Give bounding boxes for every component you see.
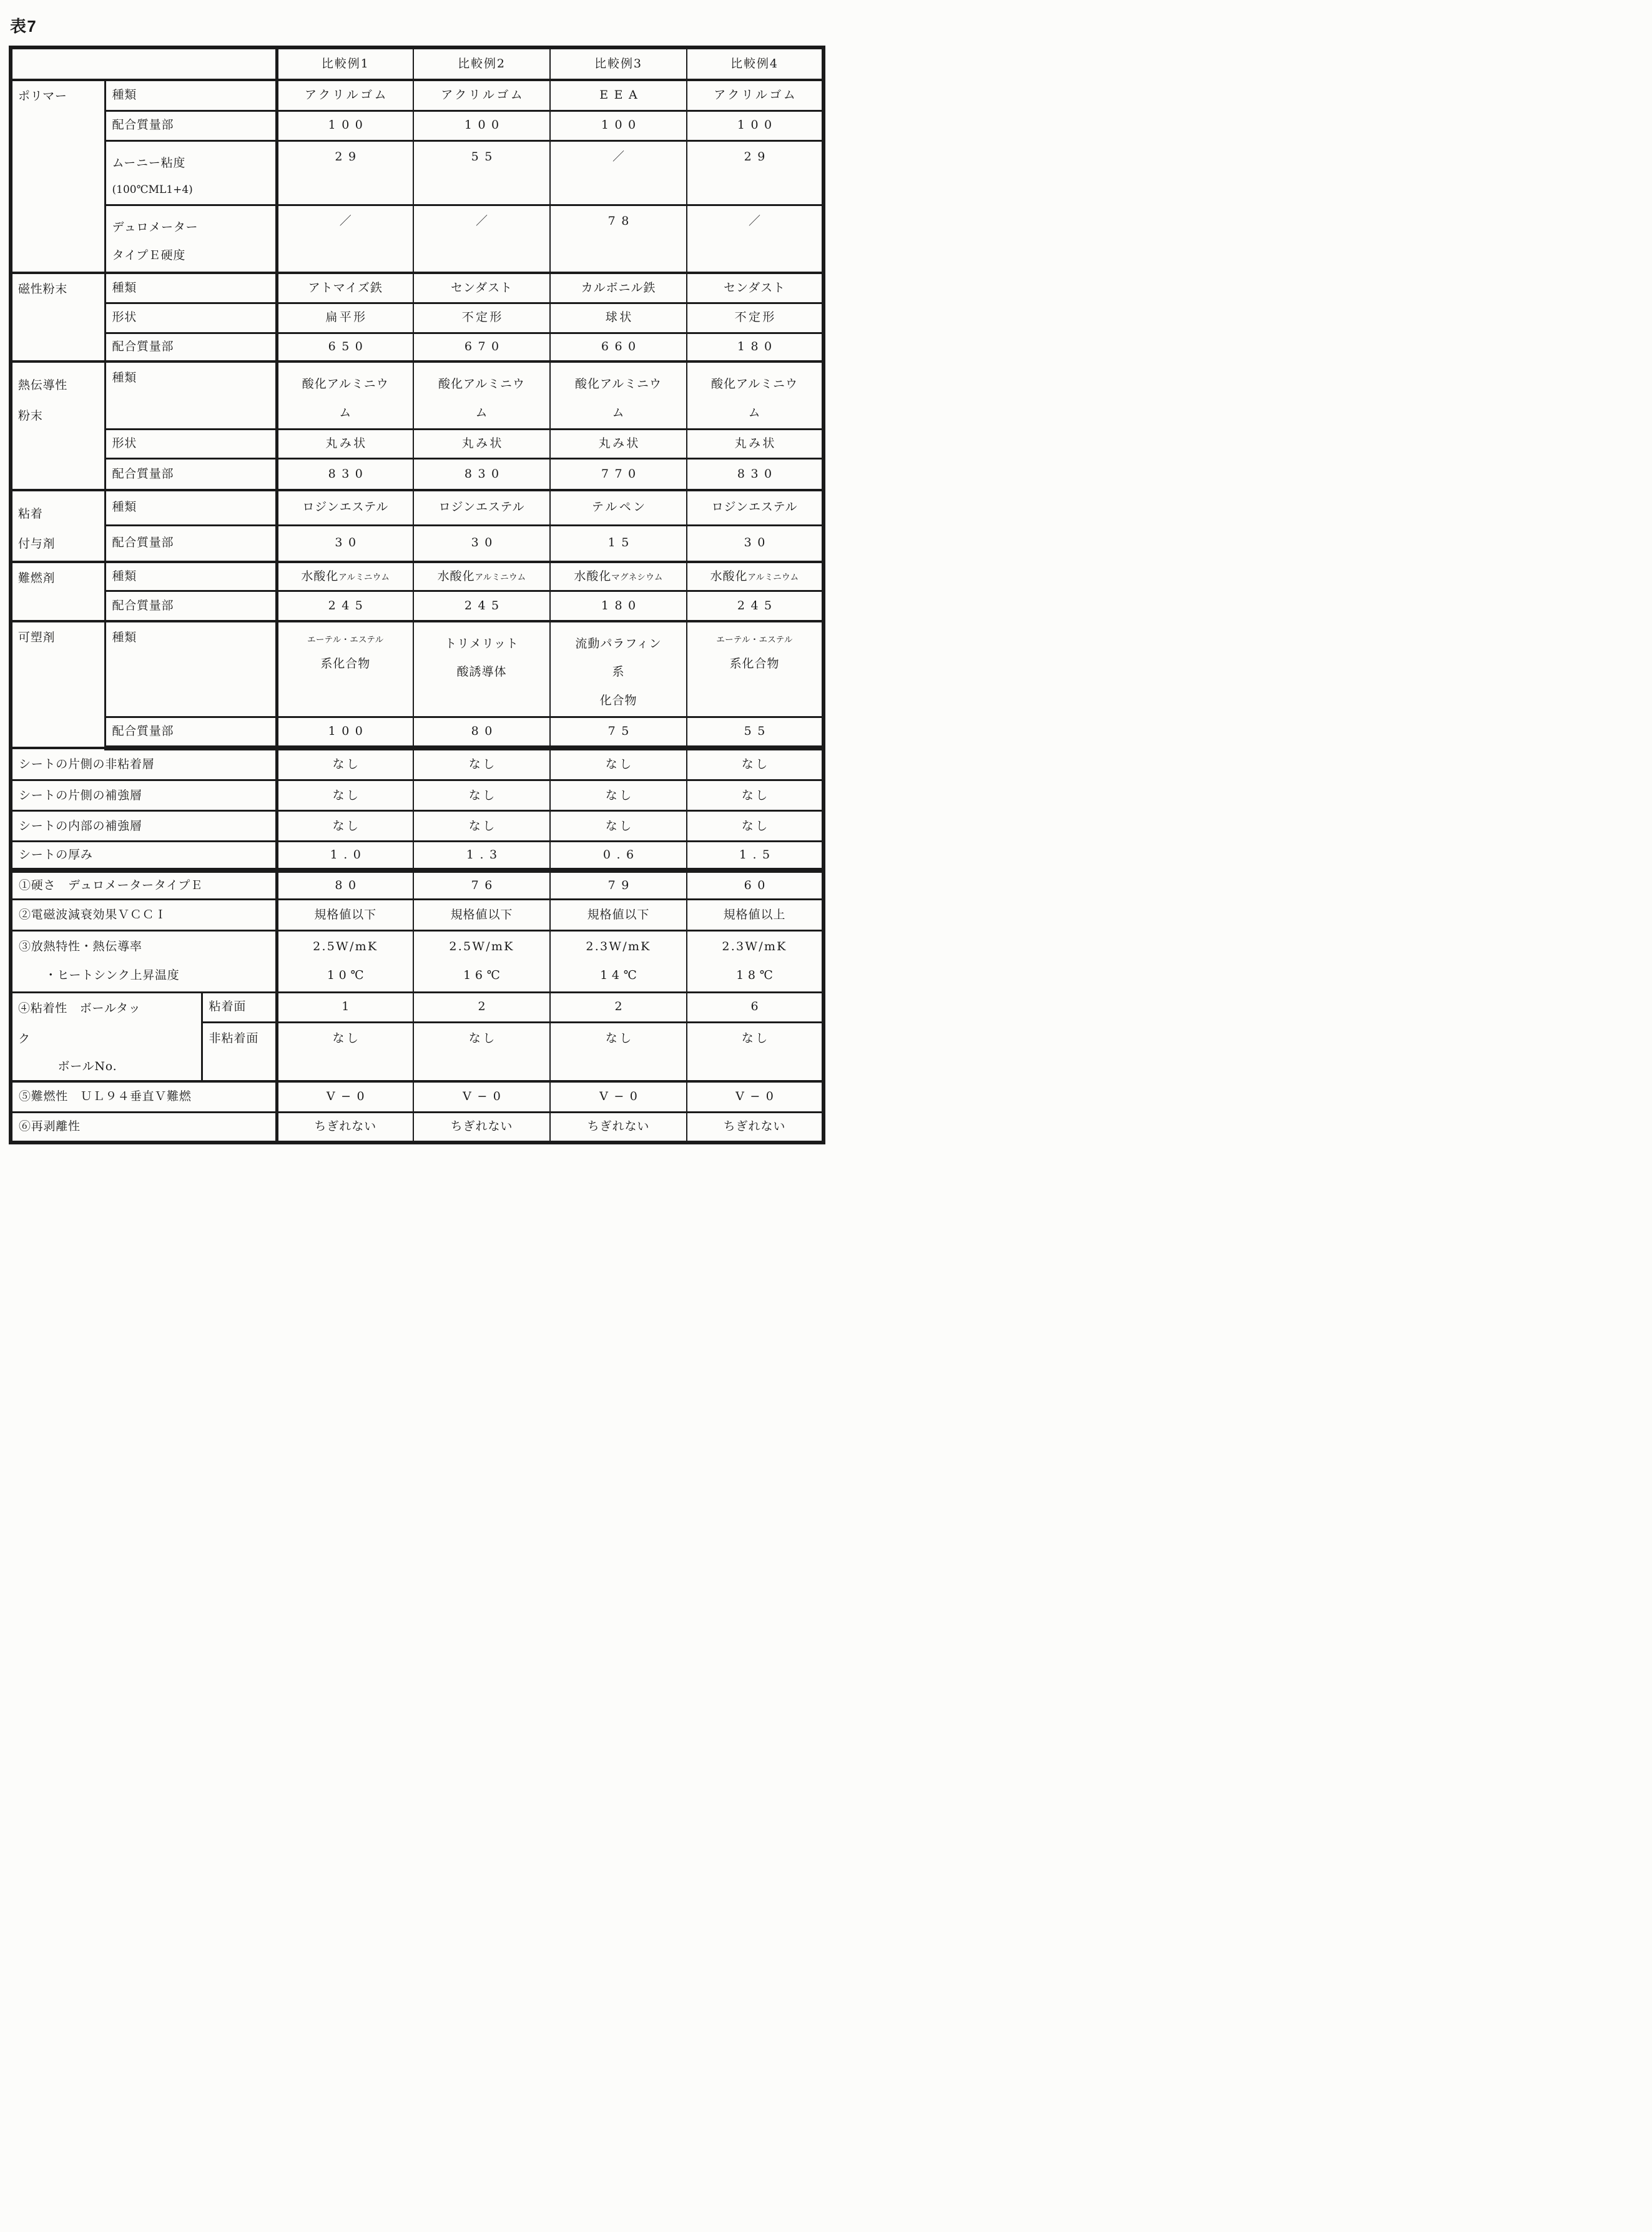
value-line: 酸化アルミニウ: [711, 377, 798, 391]
table-row: [11, 111, 824, 140]
col-header-ex4: 比較例4: [687, 47, 824, 80]
value-cell: ちぎれない: [277, 1112, 413, 1143]
label-thermal-shape: 形状: [105, 430, 277, 459]
label-heat-dissipation: [11, 931, 277, 992]
value-cell: アクリルゴム: [277, 80, 413, 111]
value-cell: 650: [277, 333, 413, 361]
group-label-thermal: [11, 361, 105, 490]
value-cell: 100: [277, 111, 413, 140]
value-cell: ロジンエステル: [413, 490, 550, 525]
value-cell: 180: [687, 333, 824, 361]
label-line: 粉末: [18, 408, 43, 423]
value-cell: アトマイズ鉄: [277, 273, 413, 303]
value-cell: 29: [277, 140, 413, 205]
table-row: [11, 780, 824, 811]
value-cell: 規格値以下: [277, 900, 413, 931]
value-cell: 55: [687, 717, 824, 748]
label-thermal-type: 種類: [105, 361, 277, 430]
value-line: エーテル・エステル: [307, 634, 384, 645]
label-line: タイプＥ硬度: [112, 248, 186, 263]
group-label-magnetic: 磁性粉末: [11, 273, 105, 361]
value-cell: [277, 931, 413, 992]
value-line: ム: [339, 405, 352, 420]
group-label-flame: 難燃剤: [11, 562, 105, 621]
value-cell: 60: [687, 870, 824, 900]
group-label-polymer: ポリマー: [11, 80, 105, 273]
label-adhesive-face: 粘着面: [202, 992, 277, 1022]
value-cell: V−0: [687, 1081, 824, 1112]
value-cell: ロジンエステル: [687, 490, 824, 525]
label-flame-amount: 配合質量部: [105, 591, 277, 621]
value-cell: 0.6: [550, 842, 687, 870]
label-polymer-type: 種類: [105, 80, 277, 111]
value-cell: 770: [550, 459, 687, 490]
value-cell: なし: [277, 748, 413, 780]
value-cell: なし: [413, 811, 550, 842]
value-cell: ／: [413, 205, 550, 273]
corner-cell: [11, 47, 277, 80]
label-line: 付与剤: [18, 537, 56, 551]
table-row: [11, 333, 824, 361]
value-cell: ／: [550, 140, 687, 205]
value-cell: 55: [413, 140, 550, 205]
value-cell: [550, 931, 687, 992]
value-cell: 830: [687, 459, 824, 490]
value-cell: 2: [550, 992, 687, 1022]
value-cell: 180: [550, 591, 687, 621]
value-line: 酸化アルミニウ: [575, 377, 662, 391]
value-cell: ／: [277, 205, 413, 273]
value-cell: センダスト: [413, 273, 550, 303]
value-cell: なし: [687, 1022, 824, 1081]
value-cell: 6: [687, 992, 824, 1022]
group-label-plasticizer: 可塑剤: [11, 621, 105, 748]
value-cell: なし: [277, 811, 413, 842]
value-cell: [550, 562, 687, 591]
col-header-ex2: 比較例2: [413, 47, 550, 80]
label-hardness: ①硬さ デュロメータータイプＥ: [11, 870, 277, 900]
value-cell: 不定形: [687, 303, 824, 333]
value-cell: アクリルゴム: [413, 80, 550, 111]
label-sheet-thickness: シートの厚み: [11, 842, 277, 870]
value-line: 2.5W/mK: [449, 940, 514, 954]
value-line: ム: [748, 405, 761, 420]
value-part: アルミニウム: [747, 572, 799, 583]
value-cell: なし: [687, 780, 824, 811]
value-cell: 規格値以上: [687, 900, 824, 931]
label-non-adhesive-face: 非粘着面: [202, 1022, 277, 1081]
table-row: [11, 303, 824, 333]
value-line: 10℃: [327, 968, 368, 983]
label-sheet-side-reinforce-layer: シートの片側の補強層: [11, 780, 277, 811]
value-line: 2.3W/mK: [586, 940, 651, 954]
value-cell: 80: [277, 870, 413, 900]
label-line: ボールNo.: [57, 1059, 117, 1073]
value-cell: 30: [413, 525, 550, 562]
value-cell: 830: [277, 459, 413, 490]
table-row: [11, 900, 824, 931]
value-cell: センダスト: [687, 273, 824, 303]
value-cell: [550, 621, 687, 717]
value-line: 16℃: [463, 968, 504, 983]
value-cell: 830: [413, 459, 550, 490]
table-row: [11, 748, 824, 780]
table-row: [11, 1081, 824, 1112]
value-cell: 29: [687, 140, 824, 205]
value-cell: 丸み状: [550, 430, 687, 459]
label-emi-attenuation: ②電磁波減衰効果ＶＣＣＩ: [11, 900, 277, 931]
table-row: [11, 459, 824, 490]
value-line: 系: [612, 665, 625, 679]
value-cell: 球状: [550, 303, 687, 333]
value-cell: 79: [550, 870, 687, 900]
label-line: ・ヒートシンク上昇温度: [44, 968, 180, 983]
label-plasticizer-amount: 配合質量部: [105, 717, 277, 748]
label-magnetic-amount: 配合質量部: [105, 333, 277, 361]
value-cell: 100: [550, 111, 687, 140]
value-cell: なし: [413, 748, 550, 780]
value-cell: なし: [550, 1022, 687, 1081]
table-row: [11, 430, 824, 459]
value-cell: 規格値以下: [413, 900, 550, 931]
value-cell: 丸み状: [413, 430, 550, 459]
table-row: [11, 992, 824, 1022]
value-cell: 30: [687, 525, 824, 562]
label-line: 熱伝導性: [18, 378, 68, 393]
value-line: 化合物: [599, 693, 637, 707]
value-cell: V−0: [413, 1081, 550, 1112]
value-cell: [687, 621, 824, 717]
header-row: [11, 47, 824, 80]
value-cell: [687, 562, 824, 591]
value-cell: EEA: [550, 80, 687, 111]
value-cell: 100: [687, 111, 824, 140]
table-row: [11, 621, 824, 717]
table-row: [11, 870, 824, 900]
value-part: 水酸化: [437, 569, 475, 583]
value-cell: ちぎれない: [687, 1112, 824, 1143]
value-line: 2.3W/mK: [722, 940, 787, 954]
value-cell: 245: [413, 591, 550, 621]
value-line: 系化合物: [320, 657, 371, 671]
value-cell: 75: [550, 717, 687, 748]
table-row: [11, 717, 824, 748]
table-row: [11, 931, 824, 992]
table-row: [11, 591, 824, 621]
value-cell: 100: [413, 111, 550, 140]
label-tackifier-type: 種類: [105, 490, 277, 525]
label-polymer-amount: 配合質量部: [105, 111, 277, 140]
table-row: [11, 1112, 824, 1143]
table-row: [11, 842, 824, 870]
value-cell: ちぎれない: [413, 1112, 550, 1143]
value-cell: 1.3: [413, 842, 550, 870]
value-part: 水酸化: [710, 569, 748, 583]
comparison-table: [9, 46, 825, 1144]
value-cell: ちぎれない: [550, 1112, 687, 1143]
value-cell: 78: [550, 205, 687, 273]
value-cell: 1: [277, 992, 413, 1022]
value-line: ム: [475, 405, 488, 420]
value-cell: 100: [277, 717, 413, 748]
table-row: [11, 205, 824, 273]
value-cell: なし: [687, 748, 824, 780]
table-row: [11, 490, 824, 525]
value-cell: 1.5: [687, 842, 824, 870]
col-header-ex1: 比較例1: [277, 47, 413, 80]
value-cell: [277, 621, 413, 717]
value-line: 流動パラフィン: [575, 636, 662, 651]
value-cell: 660: [550, 333, 687, 361]
value-line: トリメリット: [445, 636, 519, 651]
table-row: [11, 80, 824, 111]
value-cell: なし: [550, 780, 687, 811]
value-cell: V−0: [277, 1081, 413, 1112]
label-plasticizer-type: 種類: [105, 621, 277, 717]
value-part: 水酸化: [301, 569, 339, 583]
label-line: ④粘着性 ボールタッ: [18, 1001, 141, 1015]
value-cell: 30: [277, 525, 413, 562]
table-row: [11, 525, 824, 562]
label-line: ③放熱特性・熱伝導率: [19, 940, 142, 954]
value-cell: 2: [413, 992, 550, 1022]
label-sheet-nonadhesive-layer: シートの片側の非粘着層: [11, 748, 277, 780]
table-row: [11, 361, 824, 430]
value-cell: [413, 621, 550, 717]
value-cell: 245: [687, 591, 824, 621]
value-part: アルミニウム: [338, 572, 390, 583]
group-label-tackifier: [11, 490, 105, 562]
label-tackiness: [11, 992, 202, 1081]
value-cell: V−0: [550, 1081, 687, 1112]
value-cell: ／: [687, 205, 824, 273]
value-cell: テルペン: [550, 490, 687, 525]
value-cell: 丸み状: [687, 430, 824, 459]
value-cell: 規格値以下: [550, 900, 687, 931]
value-cell: なし: [413, 1022, 550, 1081]
value-cell: カルボニル鉄: [550, 273, 687, 303]
label-magnetic-type: 種類: [105, 273, 277, 303]
value-part: 水酸化: [574, 569, 612, 583]
value-line: 酸誘導体: [456, 665, 507, 679]
label-polymer-durometer: [105, 205, 277, 273]
label-tackifier-amount: 配合質量部: [105, 525, 277, 562]
value-line: 系化合物: [729, 657, 780, 671]
label-line: デュロメーター: [112, 220, 199, 234]
label-flame-retardancy: ⑤難燃性 ＵＬ９４垂直Ｖ難燃: [11, 1081, 277, 1112]
value-cell: [277, 361, 413, 430]
value-cell: [413, 931, 550, 992]
table-title: 表7: [10, 17, 37, 36]
table-row: [11, 562, 824, 591]
value-cell: [413, 562, 550, 591]
value-line: 18℃: [736, 968, 777, 983]
value-line: エーテル・エステル: [716, 634, 793, 645]
value-cell: なし: [687, 811, 824, 842]
value-cell: [687, 931, 824, 992]
value-cell: なし: [413, 780, 550, 811]
value-cell: 丸み状: [277, 430, 413, 459]
value-cell: 1.0: [277, 842, 413, 870]
label-line: 粘着: [18, 506, 43, 521]
table-row: [11, 811, 824, 842]
value-cell: 245: [277, 591, 413, 621]
value-cell: 扁平形: [277, 303, 413, 333]
value-cell: 不定形: [413, 303, 550, 333]
value-cell: なし: [550, 748, 687, 780]
label-line: ク: [18, 1032, 31, 1046]
value-cell: なし: [277, 1022, 413, 1081]
table-row: [11, 140, 824, 205]
label-magnetic-shape: 形状: [105, 303, 277, 333]
value-line: 14℃: [600, 968, 641, 983]
label-removability: ⑥再剥離性: [11, 1112, 277, 1143]
value-part: マグネシウム: [611, 572, 663, 583]
value-line: ム: [612, 405, 625, 420]
value-cell: 15: [550, 525, 687, 562]
value-line: 酸化アルミニウ: [302, 377, 389, 391]
value-cell: [277, 562, 413, 591]
value-part: アルミニウム: [474, 572, 526, 583]
value-cell: なし: [550, 811, 687, 842]
value-cell: 670: [413, 333, 550, 361]
value-cell: [687, 361, 824, 430]
label-polymer-mooney: [105, 140, 277, 205]
col-header-ex3: 比較例3: [550, 47, 687, 80]
value-cell: なし: [277, 780, 413, 811]
value-cell: [413, 361, 550, 430]
value-cell: ロジンエステル: [277, 490, 413, 525]
value-cell: 76: [413, 870, 550, 900]
value-cell: [550, 361, 687, 430]
value-cell: 80: [413, 717, 550, 748]
label-sheet-inner-reinforce-layer: シートの内部の補強層: [11, 811, 277, 842]
value-line: 2.5W/mK: [313, 940, 378, 954]
document-page: [0, 0, 826, 1144]
value-cell: アクリルゴム: [687, 80, 824, 111]
label-flame-type: 種類: [105, 562, 277, 591]
label-line: ムーニー粘度: [112, 155, 186, 170]
table-row: [11, 273, 824, 303]
label-line: (100℃ML1+4): [112, 184, 193, 197]
value-line: 酸化アルミニウ: [438, 377, 525, 391]
label-thermal-amount: 配合質量部: [105, 459, 277, 490]
